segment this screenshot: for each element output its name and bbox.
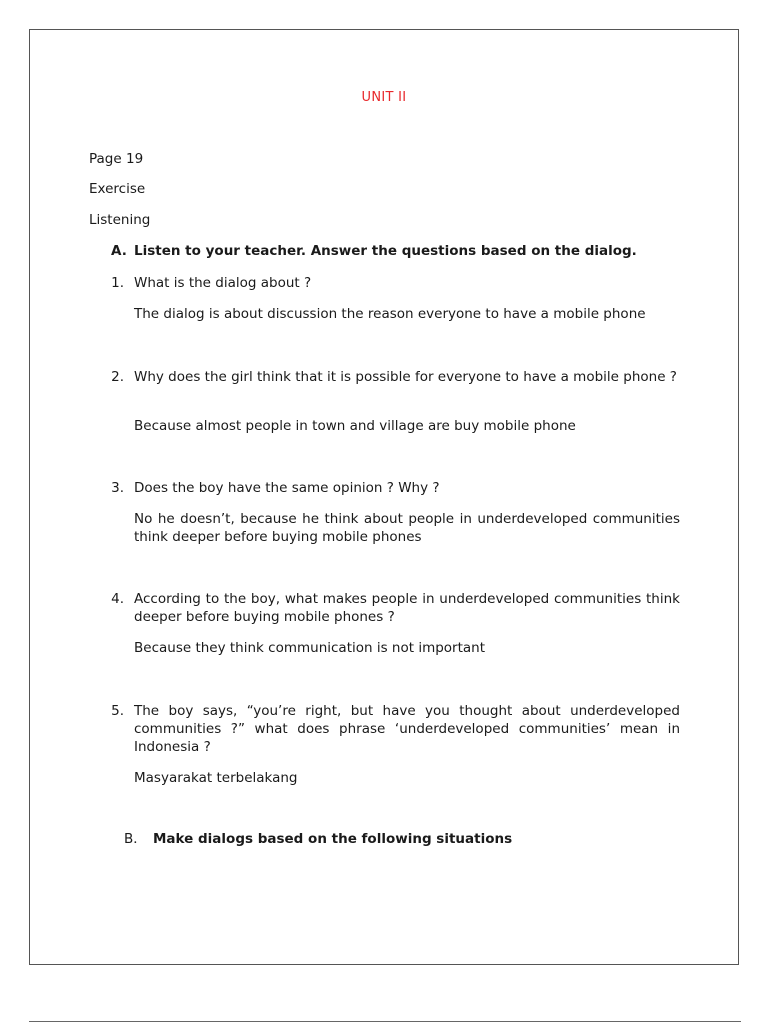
answer-text: Masyarakat terbelakang [134,770,298,786]
question-number: 4. [111,591,124,607]
answer-text: No he doesn’t, because he think about people in underdeveloped communities think deeper before buying mobile phones [134,511,680,545]
question-number: 3. [111,480,124,496]
section-b-heading: Make dialogs based on the following situations [153,831,513,847]
answer-text: The dialog is about discussion the reason everyone to have a mobile phone [134,306,646,322]
section-a-marker: A. [111,243,127,259]
page-divider [29,1021,741,1022]
exercise-label: Exercise [89,181,146,197]
answer-text: Because they think communication is not important [134,640,486,656]
question-text: What is the dialog about ? [134,275,312,291]
unit-title: UNIT II [361,90,407,105]
question-number: 1. [111,275,124,291]
question-text: Why does the girl think that it is possible for everyone to have a mobile phone ? [134,369,677,385]
question-text: Does the boy have the same opinion ? Why ? [134,480,440,496]
question-number: 5. [111,703,124,719]
question-text: According to the boy, what makes people in underdeveloped communities think deeper before buying mobile phones ? [134,591,680,625]
section-b-marker: B． [124,831,147,847]
listening-label: Listening [89,212,151,228]
question-number: 2. [111,369,124,385]
document-page [29,29,739,965]
answer-text: Because almost people in town and village are buy mobile phone [134,418,576,434]
section-a-heading: Listen to your teacher. Answer the questions based on the dialog. [134,243,637,259]
page-label: Page 19 [89,151,144,167]
question-text: The boy says, “you’re right, but have you thought about underdeveloped communities ?” what does phrase ‘underdeveloped communities’ mean in Indonesia ? [134,703,680,755]
